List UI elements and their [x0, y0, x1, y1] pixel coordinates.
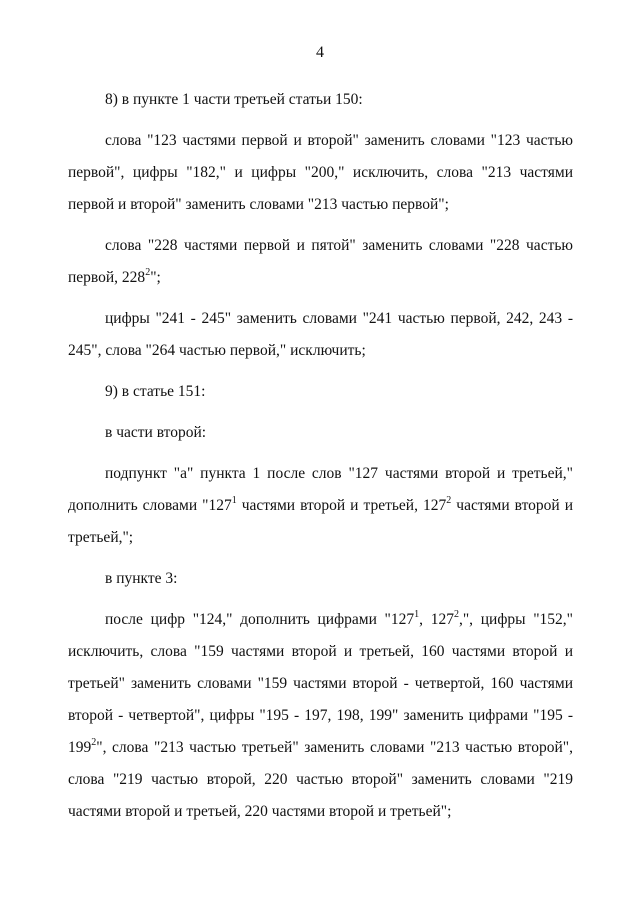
- paragraph-text: 8) в пункте 1 части третьей статьи 150:: [105, 91, 363, 108]
- paragraph-text: в пункте 3:: [105, 570, 178, 587]
- paragraph-text: ";: [150, 269, 161, 286]
- paragraph: [68, 376, 573, 408]
- superscript: 2: [145, 266, 151, 278]
- page-number: 4: [316, 44, 324, 61]
- paragraph: [68, 230, 573, 294]
- paragraph-text: , 127: [419, 611, 454, 628]
- superscript: 2: [453, 608, 459, 620]
- paragraph-text: цифры "241 - 245" заменить словами "241 частью первой, 242, 243 - 245", слова "264 частью первой," исключить;: [68, 310, 573, 359]
- paragraph-text: частями второй и третьей,";: [68, 497, 574, 546]
- paragraph-text: частями второй и третьей, 127: [236, 497, 447, 514]
- paragraph-text: в части второй:: [105, 424, 207, 441]
- paragraph: [68, 563, 573, 595]
- paragraph-text: слова "123 частями первой и второй" заменить словами "123 частью первой", цифры "182," и цифры "200," исключить, слова "213 частями первой и второй" заменить словами "213 частью первой";: [68, 132, 573, 213]
- paragraph-text: после цифр "124," дополнить цифрами "127: [105, 611, 415, 628]
- document-body: [68, 84, 573, 828]
- paragraph: [68, 458, 573, 554]
- paragraph-text: ", слова "213 частью третьей" заменить словами "213 частью второй", слова "219 частью второй, 220 частью второй" заменить словами "219 частями второй и третьей, 220 частями второй и третьей";: [68, 739, 573, 820]
- paragraph-text: 9) в статье 151:: [105, 383, 206, 400]
- paragraph: [68, 417, 573, 449]
- superscript: 1: [414, 608, 420, 620]
- paragraph-text: подпункт "а" пункта 1 после слов "127 частями второй и третьей," дополнить словами "127: [68, 465, 573, 514]
- paragraph-text: слова "228 частями первой и пятой" заменить словами "228 частью первой, 228: [68, 237, 573, 286]
- superscript: 1: [231, 494, 237, 506]
- paragraph: [68, 84, 573, 116]
- paragraph: [68, 125, 573, 221]
- superscript: 2: [91, 736, 97, 748]
- paragraph: [68, 604, 573, 828]
- paragraph-text: ,", цифры "152," исключить, слова "159 частями второй и третьей, 160 частями второй и третьей" заменить словами "159 частями второй - четвертой, 160 частями второй - четвертой", цифры "195 - 197, 198, 199" заменить цифрами "195 - 199: [68, 611, 574, 756]
- paragraph: [68, 303, 573, 367]
- superscript: 2: [446, 494, 452, 506]
